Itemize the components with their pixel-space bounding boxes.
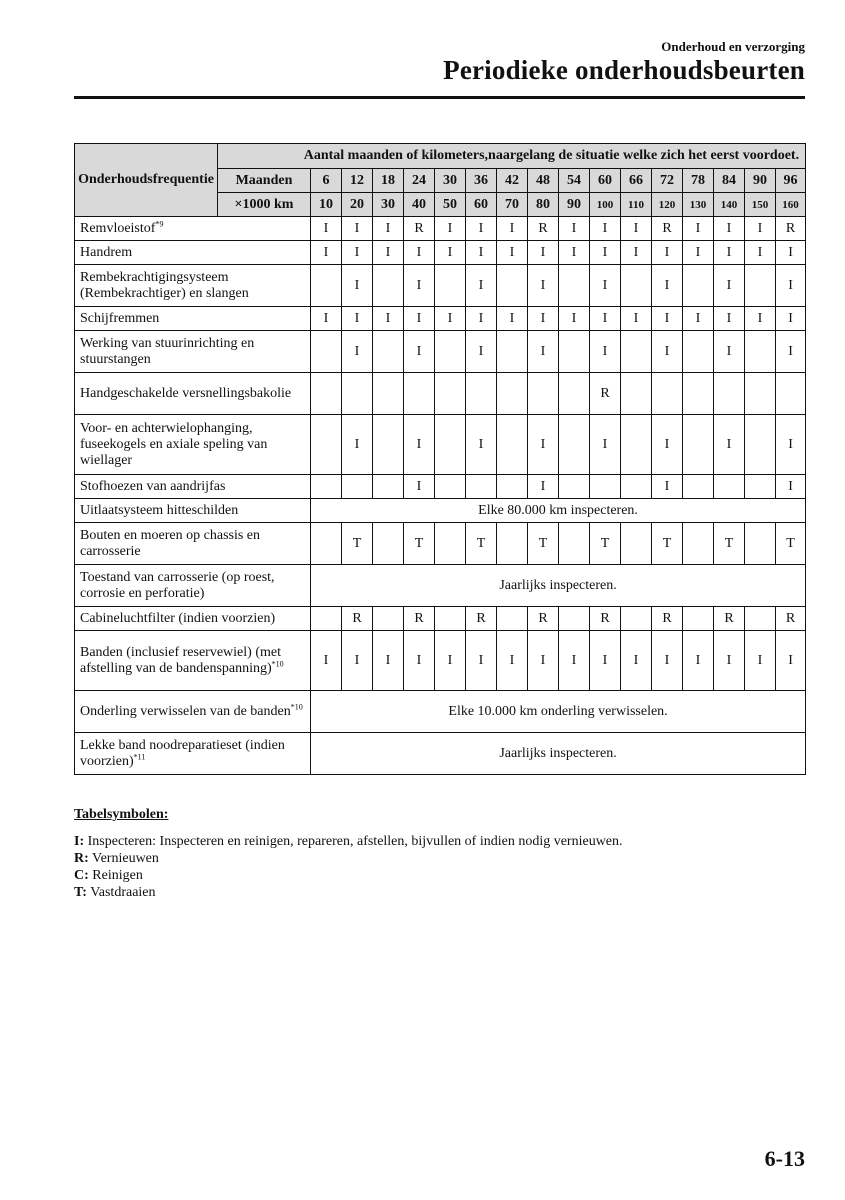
legend-item [74, 850, 623, 867]
schedule-cell: I [621, 217, 652, 241]
schedule-cell: I [342, 415, 373, 475]
table-row [75, 265, 806, 307]
schedule-cell [559, 523, 590, 565]
footnote-ref: *10 [290, 701, 303, 711]
schedule-cell: I [497, 241, 528, 265]
row-label-text: Cabineluchtfilter (indien voorzien) [80, 610, 276, 626]
schedule-cell [776, 373, 806, 415]
legend-text: Vernieuwen [88, 851, 159, 866]
schedule-cell: I [683, 217, 714, 241]
schedule-cell [311, 523, 342, 565]
row-label-text: Banden (inclusief reservewiel) (met afstelling van de bandenspanning) [80, 644, 281, 676]
schedule-cell: I [590, 631, 621, 691]
schedule-cell [621, 523, 652, 565]
row-label-text: Bouten en moeren op chassis en carrosserie [80, 527, 261, 559]
schedule-cell [621, 415, 652, 475]
schedule-cell [342, 475, 373, 499]
schedule-cell: T [528, 523, 559, 565]
legend-item [74, 884, 623, 901]
legend-key: I: [74, 834, 85, 849]
schedule-cell [683, 331, 714, 373]
schedule-cell: T [714, 523, 745, 565]
schedule-cell [497, 265, 528, 307]
schedule-cell [497, 373, 528, 415]
km-header: 10 [311, 193, 342, 217]
schedule-cell [652, 373, 683, 415]
schedule-cell: I [373, 241, 404, 265]
row-label [75, 499, 311, 523]
row-label-text: Handgeschakelde versnellingsbakolie [80, 385, 292, 401]
km-header: 100 [590, 193, 621, 217]
schedule-cell [621, 265, 652, 307]
table-row [75, 331, 806, 373]
schedule-cell: I [590, 265, 621, 307]
schedule-cell [311, 373, 342, 415]
schedule-cell: R [590, 373, 621, 415]
schedule-cell [435, 523, 466, 565]
schedule-cell: I [776, 415, 806, 475]
schedule-cell: I [373, 217, 404, 241]
schedule-cell: I [342, 265, 373, 307]
schedule-cell [590, 475, 621, 499]
row-label [75, 307, 311, 331]
schedule-cell [745, 331, 776, 373]
schedule-cell: T [466, 523, 497, 565]
schedule-cell: I [590, 217, 621, 241]
schedule-cell: I [404, 331, 435, 373]
row-label-text: Toestand van carrosserie (op roest, corrosie en perforatie) [80, 569, 275, 601]
schedule-cell [311, 475, 342, 499]
schedule-cell: I [311, 631, 342, 691]
interval-note: Elke 80.000 km inspecteren. [311, 499, 806, 523]
schedule-cell: I [776, 307, 806, 331]
schedule-cell [683, 523, 714, 565]
schedule-cell: I [714, 415, 745, 475]
schedule-cell: I [590, 307, 621, 331]
schedule-cell: I [342, 241, 373, 265]
month-header: 48 [528, 169, 559, 193]
schedule-cell [373, 265, 404, 307]
km-header: 110 [621, 193, 652, 217]
months-label: Maanden [218, 169, 311, 193]
schedule-cell: I [466, 631, 497, 691]
schedule-cell: I [652, 415, 683, 475]
month-header: 54 [559, 169, 590, 193]
schedule-cell: I [528, 241, 559, 265]
row-label [75, 475, 311, 499]
schedule-cell: R [404, 217, 435, 241]
row-label [75, 733, 311, 775]
schedule-cell [559, 373, 590, 415]
km-header: 140 [714, 193, 745, 217]
schedule-cell: I [466, 331, 497, 373]
schedule-cell: I [404, 307, 435, 331]
row-label [75, 373, 311, 415]
row-label-text: Werking van stuurinrichting en stuurstangen [80, 335, 255, 367]
schedule-cell: I [776, 241, 806, 265]
month-header: 90 [745, 169, 776, 193]
month-header: 6 [311, 169, 342, 193]
schedule-cell: I [776, 631, 806, 691]
schedule-cell: I [652, 475, 683, 499]
schedule-cell [373, 475, 404, 499]
legend-text: Inspecteren: Inspecteren en reinigen, repareren, afstellen, bijvullen of indien nodig vernieuwen. [84, 834, 623, 849]
table-row [75, 307, 806, 331]
legend-item [74, 833, 623, 850]
schedule-cell [559, 607, 590, 631]
schedule-cell [373, 373, 404, 415]
schedule-cell: I [745, 631, 776, 691]
schedule-cell: I [528, 415, 559, 475]
month-header: 60 [590, 169, 621, 193]
schedule-cell: I [404, 631, 435, 691]
schedule-cell [621, 607, 652, 631]
section-label: Onderhoud en verzorging [661, 39, 805, 54]
schedule-body [75, 144, 806, 775]
schedule-cell: T [342, 523, 373, 565]
schedule-cell: I [714, 265, 745, 307]
km-label: ×1000 km [218, 193, 311, 217]
schedule-cell: I [528, 307, 559, 331]
month-header: 84 [714, 169, 745, 193]
schedule-cell: R [466, 607, 497, 631]
row-label-text: Remvloeistof [80, 220, 156, 236]
schedule-cell [683, 265, 714, 307]
row-label-text: Onderling verwisselen van de banden [80, 703, 291, 719]
legend-key: T: [74, 885, 87, 900]
km-header: 20 [342, 193, 373, 217]
schedule-cell [311, 265, 342, 307]
schedule-cell: R [776, 607, 806, 631]
schedule-cell: I [435, 307, 466, 331]
row-label-text: Lekke band noodreparatieset (indien voorzien) [80, 737, 285, 769]
schedule-cell [435, 475, 466, 499]
row-label [75, 265, 311, 307]
schedule-cell [497, 475, 528, 499]
schedule-cell: I [714, 217, 745, 241]
schedule-cell [497, 523, 528, 565]
schedule-cell: I [559, 307, 590, 331]
schedule-cell [373, 331, 404, 373]
schedule-cell [373, 607, 404, 631]
schedule-cell: I [652, 307, 683, 331]
schedule-cell [311, 331, 342, 373]
schedule-cell: I [652, 241, 683, 265]
legend [74, 806, 623, 901]
schedule-cell: I [404, 475, 435, 499]
schedule-cell: I [342, 217, 373, 241]
schedule-cell: I [466, 265, 497, 307]
row-label-text: Rembekrachtigingsysteem (Rembekrachtiger) en slangen [80, 269, 249, 301]
schedule-cell [373, 415, 404, 475]
schedule-cell: T [652, 523, 683, 565]
table-row [75, 691, 806, 733]
schedule-cell [311, 415, 342, 475]
schedule-cell [435, 331, 466, 373]
schedule-cell [466, 373, 497, 415]
table-row [75, 241, 806, 265]
row-label-text: Stofhoezen van aandrijfas [80, 478, 226, 494]
schedule-cell: I [745, 241, 776, 265]
schedule-cell [745, 373, 776, 415]
row-label [75, 691, 311, 733]
schedule-cell: I [559, 241, 590, 265]
schedule-cell: I [652, 265, 683, 307]
schedule-cell: I [435, 631, 466, 691]
schedule-cell: I [311, 241, 342, 265]
km-header: 70 [497, 193, 528, 217]
schedule-cell: R [776, 217, 806, 241]
schedule-cell: I [683, 631, 714, 691]
schedule-cell: I [497, 631, 528, 691]
month-header: 36 [466, 169, 497, 193]
schedule-cell [745, 415, 776, 475]
schedule-cell [342, 373, 373, 415]
schedule-cell: I [373, 631, 404, 691]
month-header: 12 [342, 169, 373, 193]
schedule-cell: I [776, 265, 806, 307]
schedule-cell: R [342, 607, 373, 631]
schedule-cell: I [714, 631, 745, 691]
km-header: 30 [373, 193, 404, 217]
km-header: 80 [528, 193, 559, 217]
legend-key: C: [74, 868, 89, 883]
schedule-cell: R [404, 607, 435, 631]
schedule-cell: I [590, 331, 621, 373]
schedule-cell [466, 475, 497, 499]
schedule-cell: T [590, 523, 621, 565]
schedule-cell [621, 475, 652, 499]
schedule-cell: I [528, 265, 559, 307]
row-label [75, 241, 311, 265]
schedule-cell: I [342, 331, 373, 373]
schedule-cell [714, 475, 745, 499]
interval-note: Jaarlijks inspecteren. [311, 733, 806, 775]
schedule-cell: I [776, 475, 806, 499]
page-number: 6-13 [764, 1146, 805, 1171]
table-row [75, 523, 806, 565]
month-header: 78 [683, 169, 714, 193]
schedule-cell: I [559, 217, 590, 241]
row-label-text: Schijfremmen [80, 310, 160, 326]
km-header: 90 [559, 193, 590, 217]
schedule-cell [404, 373, 435, 415]
schedule-cell: I [435, 217, 466, 241]
schedule-cell: I [497, 307, 528, 331]
km-header: 60 [466, 193, 497, 217]
row-label [75, 331, 311, 373]
schedule-cell: I [466, 415, 497, 475]
schedule-cell: I [342, 631, 373, 691]
schedule-cell: I [311, 217, 342, 241]
schedule-cell: I [652, 631, 683, 691]
km-header: 40 [404, 193, 435, 217]
schedule-cell: R [590, 607, 621, 631]
legend-text: Reinigen [88, 868, 143, 883]
schedule-cell: I [652, 331, 683, 373]
frequency-header: Onderhoudsfrequentie [75, 144, 218, 217]
km-header: 120 [652, 193, 683, 217]
table-row [75, 607, 806, 631]
row-label [75, 523, 311, 565]
schedule-cell [435, 265, 466, 307]
schedule-cell: I [404, 265, 435, 307]
schedule-cell [683, 607, 714, 631]
schedule-cell: I [497, 217, 528, 241]
row-label-text: Voor- en achterwielophanging, fuseekogels en axiale speling van wiellager [80, 420, 268, 468]
schedule-cell: I [776, 331, 806, 373]
legend-title: Tabelsymbolen: [74, 807, 169, 822]
legend-item [74, 867, 623, 884]
schedule-cell: I [621, 631, 652, 691]
legend-text: Vastdraaien [86, 885, 156, 900]
page-title: Periodieke onderhoudsbeurten [443, 55, 805, 85]
schedule-cell: I [466, 307, 497, 331]
month-header: 66 [621, 169, 652, 193]
table-row [75, 415, 806, 475]
footnote-ref: *9 [155, 218, 164, 228]
schedule-cell: I [714, 307, 745, 331]
schedule-cell: I [590, 415, 621, 475]
schedule-cell: I [745, 307, 776, 331]
schedule-cell: T [404, 523, 435, 565]
km-header: 160 [776, 193, 806, 217]
schedule-cell [373, 523, 404, 565]
schedule-cell [714, 373, 745, 415]
month-header: 30 [435, 169, 466, 193]
maintenance-schedule-table [74, 143, 806, 775]
schedule-cell: I [466, 217, 497, 241]
schedule-cell: T [776, 523, 806, 565]
interval-note: Jaarlijks inspecteren. [311, 565, 806, 607]
row-label [75, 631, 311, 691]
schedule-cell: I [311, 307, 342, 331]
legend-key: R: [74, 851, 89, 866]
schedule-cell: I [714, 241, 745, 265]
schedule-cell: I [621, 241, 652, 265]
km-header: 130 [683, 193, 714, 217]
schedule-cell: R [652, 217, 683, 241]
footnote-ref: *10 [271, 658, 284, 668]
schedule-cell [621, 331, 652, 373]
schedule-cell [497, 331, 528, 373]
table-row [75, 475, 806, 499]
schedule-cell: I [559, 631, 590, 691]
interval-caption: Aantal maanden of kilometers,naargelang de situatie welke zich het eerst voordoet. [218, 144, 806, 169]
schedule-cell [559, 415, 590, 475]
schedule-cell: R [714, 607, 745, 631]
km-header: 150 [745, 193, 776, 217]
table-row [75, 565, 806, 607]
schedule-cell [559, 331, 590, 373]
schedule-cell [745, 607, 776, 631]
schedule-cell [528, 373, 559, 415]
schedule-cell: R [528, 217, 559, 241]
row-label [75, 217, 311, 241]
schedule-cell [435, 373, 466, 415]
schedule-cell: I [373, 307, 404, 331]
schedule-cell: I [528, 331, 559, 373]
schedule-cell: R [652, 607, 683, 631]
schedule-cell [435, 415, 466, 475]
schedule-cell: R [528, 607, 559, 631]
schedule-cell [745, 475, 776, 499]
km-header: 50 [435, 193, 466, 217]
schedule-cell: I [683, 241, 714, 265]
schedule-cell: I [404, 241, 435, 265]
schedule-cell [745, 265, 776, 307]
schedule-cell: I [714, 331, 745, 373]
row-label [75, 565, 311, 607]
schedule-cell [311, 607, 342, 631]
row-label-text: Uitlaatsysteem hitteschilden [80, 502, 239, 518]
table-row [75, 631, 806, 691]
schedule-cell [497, 607, 528, 631]
schedule-cell [435, 607, 466, 631]
schedule-cell: I [590, 241, 621, 265]
row-label [75, 415, 311, 475]
schedule-cell [559, 265, 590, 307]
month-header: 42 [497, 169, 528, 193]
schedule-cell [683, 415, 714, 475]
month-header: 72 [652, 169, 683, 193]
schedule-cell: I [621, 307, 652, 331]
schedule-cell [497, 415, 528, 475]
schedule-cell: I [683, 307, 714, 331]
schedule-cell: I [435, 241, 466, 265]
month-header: 96 [776, 169, 806, 193]
schedule-cell: I [342, 307, 373, 331]
row-label-text: Handrem [80, 244, 133, 260]
footnote-ref: *11 [133, 751, 146, 761]
schedule-cell: I [466, 241, 497, 265]
schedule-cell: I [528, 475, 559, 499]
schedule-cell [745, 523, 776, 565]
schedule-cell [683, 475, 714, 499]
table-row [75, 733, 806, 775]
table-row [75, 373, 806, 415]
schedule-cell [559, 475, 590, 499]
month-header: 24 [404, 169, 435, 193]
schedule-cell: I [404, 415, 435, 475]
legend-items [74, 833, 623, 901]
schedule-cell: I [528, 631, 559, 691]
schedule-cell [683, 373, 714, 415]
row-label [75, 607, 311, 631]
month-header: 18 [373, 169, 404, 193]
schedule-cell [621, 373, 652, 415]
header-row-caption [75, 144, 806, 169]
title-divider [74, 96, 805, 99]
schedule-cell: I [745, 217, 776, 241]
table-row [75, 499, 806, 523]
interval-note: Elke 10.000 km onderling verwisselen. [311, 691, 806, 733]
table-row [75, 217, 806, 241]
